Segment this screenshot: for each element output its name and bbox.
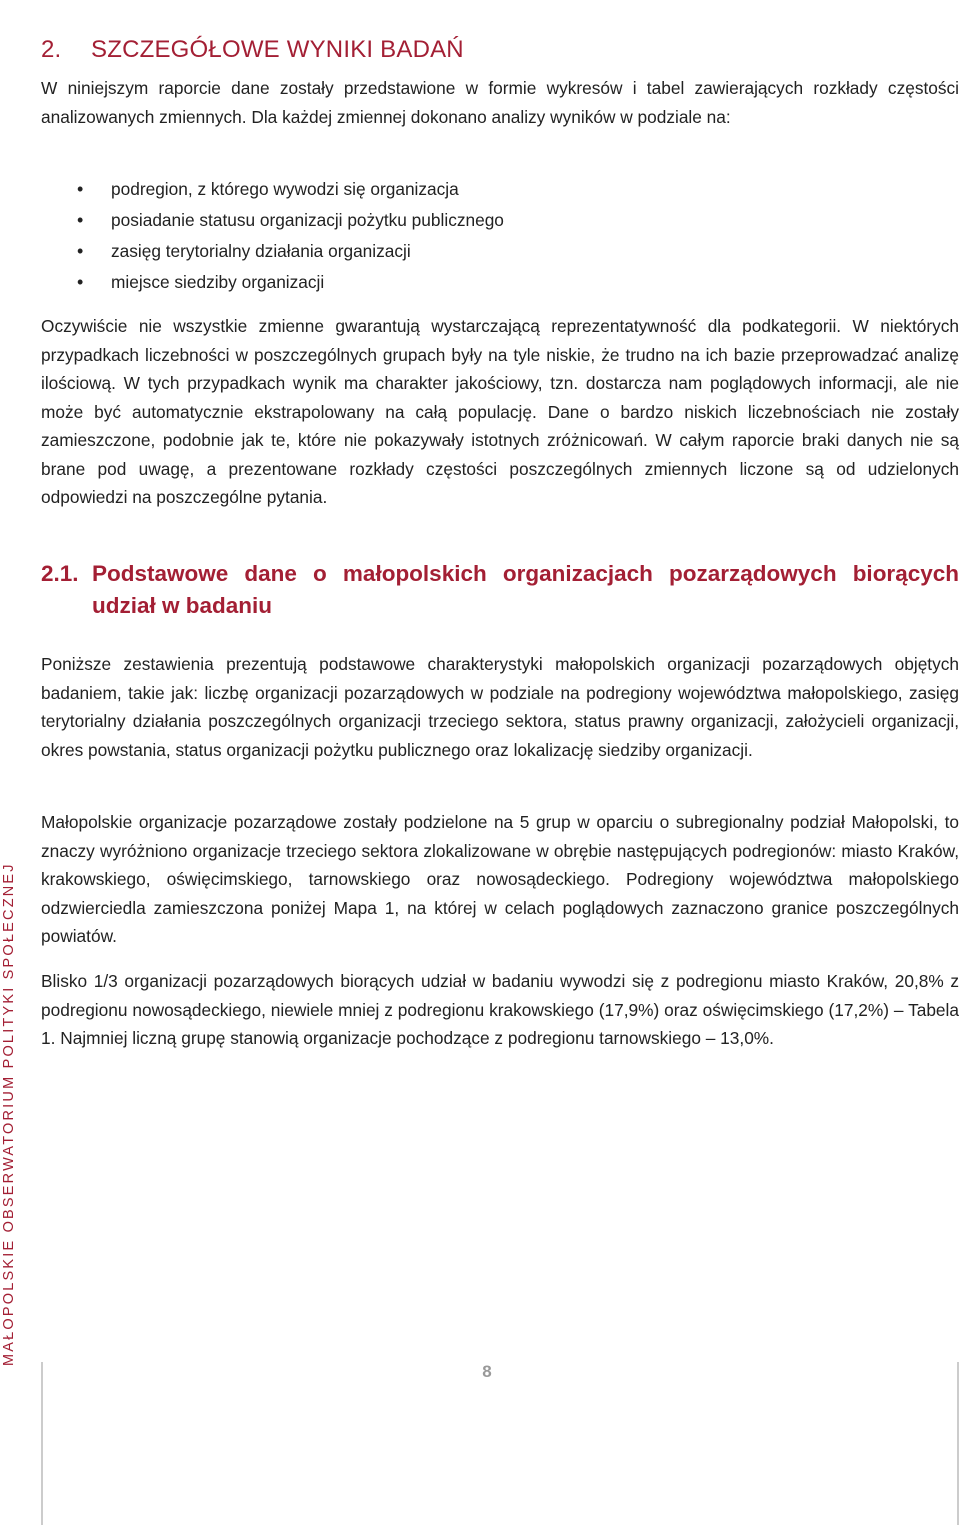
list-item-text: podregion, z którego wywodzi się organizacja	[111, 179, 459, 199]
bullet-icon: •	[77, 210, 84, 230]
page-number: 8	[482, 1362, 492, 1381]
subsection-heading	[41, 558, 959, 622]
list-item	[41, 174, 504, 205]
list-item	[41, 205, 504, 236]
list-item-text: zasięg terytorialny działania organizacji	[111, 241, 411, 261]
side-label: MAŁOPOLSKIE OBSERWATORIUM POLITYKI SPOŁECZNEJ	[1, 862, 17, 1366]
subsection-title: Podstawowe dane o małopolskich organizacjach pozarządowych biorących udział w badaniu	[92, 561, 959, 618]
list-item	[41, 267, 504, 298]
list-item-text: posiadanie statusu organizacji pożytku publicznego	[111, 210, 504, 230]
section-heading	[41, 36, 464, 64]
footer-rule-left	[41, 1362, 43, 1525]
section-title: SZCZEGÓŁOWE WYNIKI BADAŃ	[91, 36, 464, 63]
intro-paragraph: W niniejszym raporcie dane zostały przedstawione w formie wykresów i tabel zawierających rozkłady częstości analizowanych zmiennych. Dla każdej zmiennej dokonano analizy wyników w podziale na:	[41, 78, 959, 127]
section-number: 2.	[41, 36, 62, 63]
overview-paragraph: Poniższe zestawienia prezentują podstawowe charakterystyki małopolskich organizacji pozarządowych objętych badaniem, takie jak: liczbę organizacji pozarządowych w podziale na podregiony województwa małopolskiego, zasięg terytorialny działania poszczególnych organizacji trzeciego sektora, status prawny organizacji, założycieli organizacji, okres powstania, status organizacji pożytku publicznego oraz lokalizację siedziby organizacji.	[41, 654, 959, 760]
list-item	[41, 236, 504, 267]
shares-paragraph: Blisko 1/3 organizacji pozarządowych biorących udział w badaniu wywodzi się z podregionu miasto Kraków, 20,8% z podregionu nowosądeckiego, niewiele mniej z podregionu krakowskiego (17,9%) oraz oświęcimskiego (17,2%) – Tabela 1. Najmniej liczną grupę stanowią organizacje pochodzące z podregionu tarnowskiego – 13,0%.	[41, 971, 959, 1048]
footer-rule-right	[957, 1362, 959, 1525]
subregions-paragraph: Małopolskie organizacje pozarządowe zostały podzielone na 5 grup w oparciu o subregionalny podział Małopolski, to znaczy wyróżniono organizacje trzeciego sektora zlokalizowane w obrębie następujących podregionów: miasto Kraków, krakowskiego, oświęcimskiego, tarnowskiego oraz nowosądeckiego. Podregiony województwa małopolskiego odzwierciedla zamieszczona poniżej Mapa 1, na której w celach poglądowych zaznaczono granice poszczególnych powiatów.	[41, 812, 959, 946]
representativeness-paragraph: Oczywiście nie wszystkie zmienne gwarantują wystarczającą reprezentatywność dla podkategorii. W niektórych przypadkach liczebności w poszczególnych grupach były na tyle niskie, że trudno na ich bazie przeprowadzać analizę ilościową. W tych przypadkach wynik ma charakter jakościowy, tzn. dostarcza nam poglądowych informacji, ale nie może być automatycznie ekstrapolowany na całą populację. Dane o bardzo niskich liczebnościach nie zostały zamieszczone, podobnie jak te, które nie pokazywały istotnych zróżnicowań. W całym raporcie braki danych nie są brane pod uwagę, a prezentowane rozkłady częstości poszczególnych zmiennych liczone są od udzielonych odpowiedzi na poszczególne pytania.	[41, 316, 959, 507]
bullet-icon: •	[77, 241, 84, 261]
bullet-list	[41, 174, 504, 298]
bullet-icon: •	[77, 272, 84, 292]
subsection-number: 2.1.	[41, 561, 79, 586]
bullet-icon: •	[77, 179, 84, 199]
list-item-text: miejsce siedziby organizacji	[111, 272, 325, 292]
